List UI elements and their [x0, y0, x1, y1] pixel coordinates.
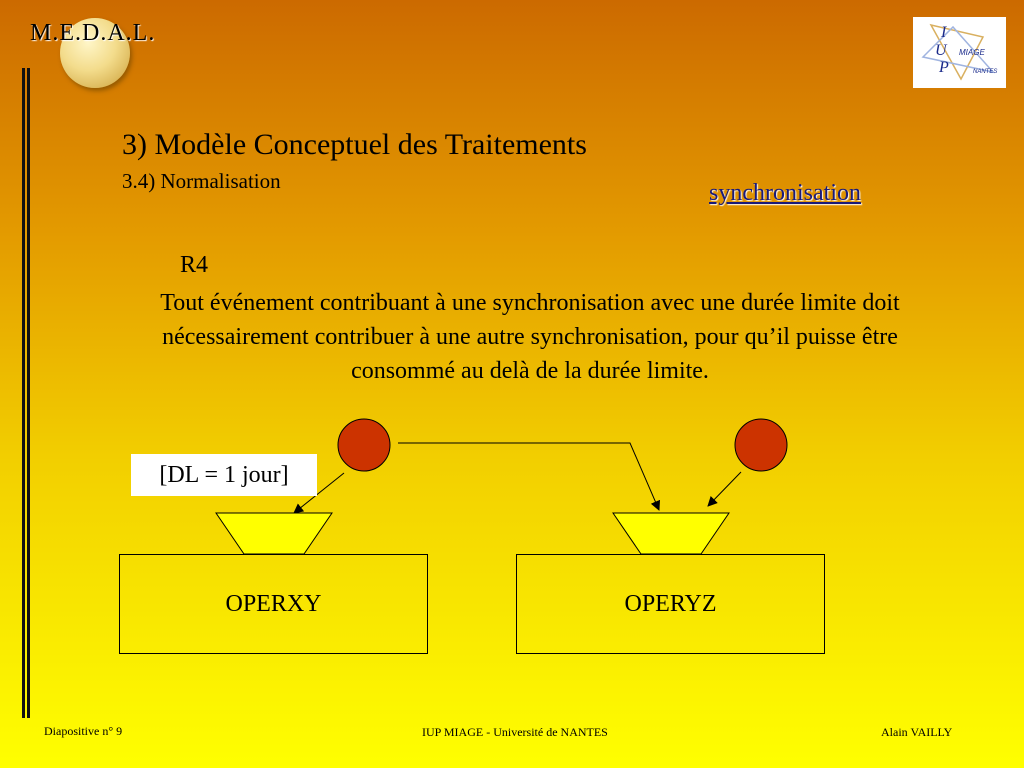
- logo-letter-i: I: [941, 24, 947, 41]
- slide-subtitle: 3.4) Normalisation: [122, 169, 281, 193]
- logo-nantes: NANTES: [973, 69, 998, 75]
- event-left-circle: [338, 419, 390, 471]
- sync-left-trapezoid: [216, 513, 332, 554]
- synchronisation-link[interactable]: synchronisation: [709, 180, 861, 206]
- arrow-event-left-to-sync-right: [398, 443, 659, 510]
- rule-text: Tout événement contribuant à une synchronisation avec une durée limite doit nécessairement contribuer à une autre synchronisation, pour qu’il puisse être consommé au delà de la durée limite.: [160, 290, 900, 384]
- medal-title: M.E.D.A.L.: [30, 20, 156, 46]
- arrow-event-right-to-sync-right: [708, 472, 741, 506]
- logo-letter-p: P: [939, 59, 949, 76]
- logo-letter-u: U: [935, 42, 947, 59]
- logo-miage: MIAGE: [959, 48, 985, 57]
- footer-institution: IUP MIAGE - Université de NANTES: [422, 725, 608, 739]
- duration-limit-label: [DL = 1 jour]: [131, 454, 317, 496]
- footer-slide-number: Diapositive n° 9: [44, 724, 123, 738]
- rule-id: R4: [180, 252, 209, 278]
- footer-author: Alain VAILLY: [881, 725, 953, 739]
- slide-title: 3) Modèle Conceptuel des Traitements: [122, 128, 587, 161]
- operation-operyz: OPERYZ: [516, 554, 825, 654]
- event-right-circle: [735, 419, 787, 471]
- sync-right-trapezoid: [613, 513, 729, 554]
- operation-operxy: OPERXY: [119, 554, 428, 654]
